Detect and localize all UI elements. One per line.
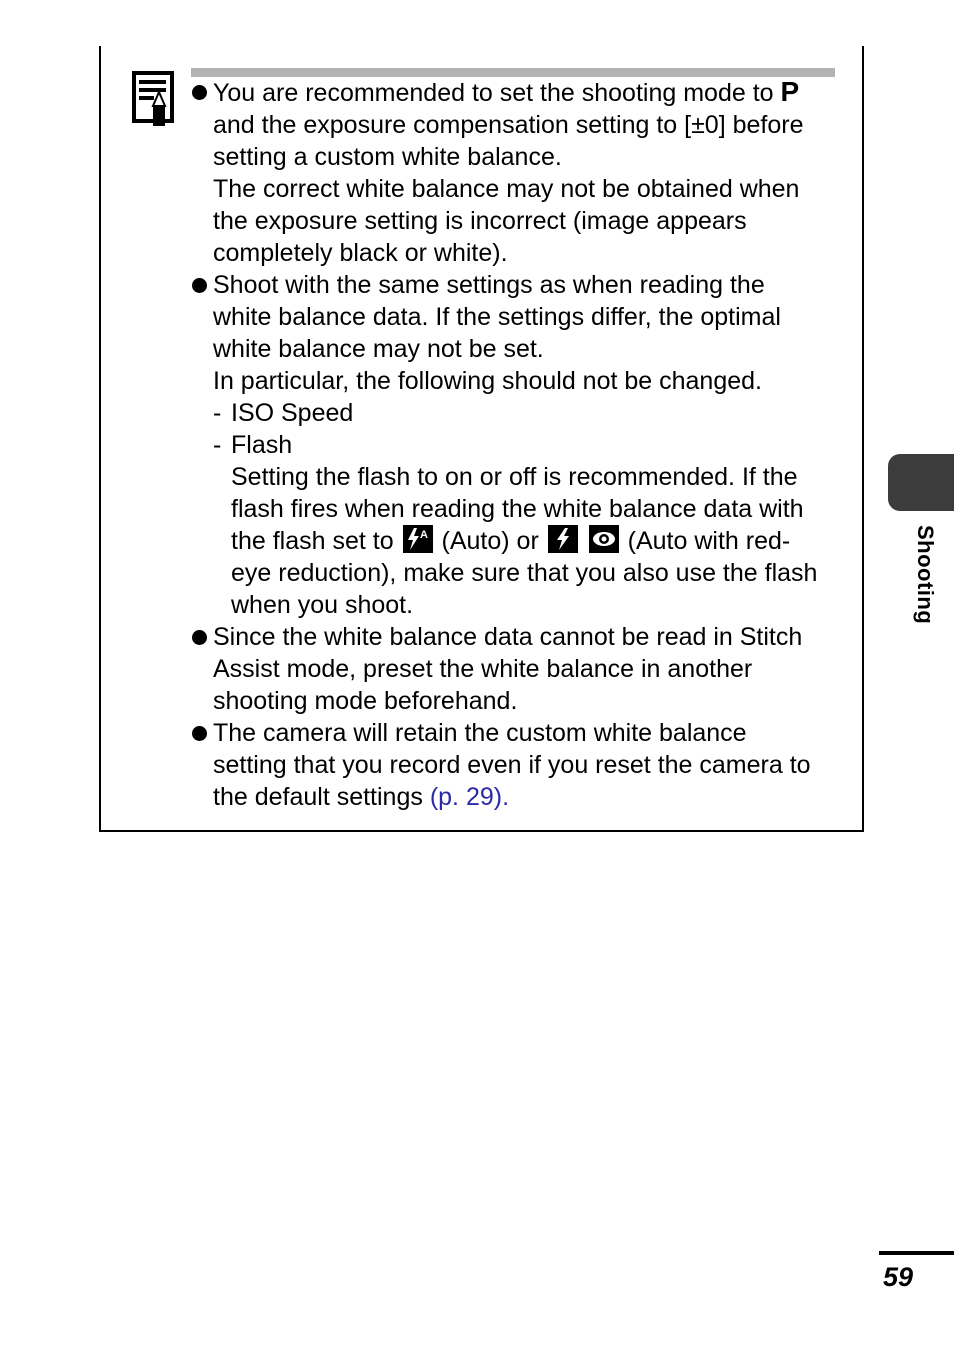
text-line: The correct white balance may not be obtained when <box>213 175 800 203</box>
bullet-dot <box>192 630 207 645</box>
svg-text:A: A <box>419 529 428 541</box>
bullet-dot <box>192 278 207 293</box>
text-line: Setting the flash to on or off is recommended. If the <box>231 463 798 491</box>
bullet-item <box>191 717 841 813</box>
bullet-dot <box>192 85 207 100</box>
flash-icon <box>548 525 578 553</box>
bullet-dot <box>192 726 207 741</box>
text-line: Assist mode, preset the white balance in another <box>213 655 753 683</box>
section-tab-label: Shooting <box>913 525 938 625</box>
bullet-item <box>191 76 841 269</box>
bullet-item <box>191 621 841 717</box>
text-line: setting a custom white balance. <box>213 143 562 171</box>
text-line: In particular, the following should not be changed. <box>213 367 762 395</box>
page-number: 59 <box>882 1262 914 1292</box>
text-line: shooting mode beforehand. <box>213 687 518 715</box>
flash-auto-icon <box>403 525 433 553</box>
text-line: the flash set to A (Auto) or (Auto with red- <box>231 527 791 555</box>
text-line: white balance data. If the settings differ, the optimal <box>213 303 781 331</box>
program-mode-icon: P <box>780 76 800 107</box>
text-line: Shoot with the same settings as when reading the <box>213 271 765 299</box>
text-line: the exposure setting is incorrect (image appears <box>213 207 747 235</box>
red-eye-icon <box>589 525 619 553</box>
text-line: Flash <box>231 431 293 459</box>
dash-item-iso: - ISO Speed <box>213 397 841 429</box>
text-line: eye reduction), make sure that you also use the flash <box>231 559 818 587</box>
bullet-item <box>191 269 841 621</box>
text-line: when you shoot. <box>231 591 414 619</box>
dash-item-flash: - Flash Setting the flash to on or off is recommended. If the flash fires when reading the white balance data with the flash set to A (Auto) or (Auto with red- eye reduction), make sure that you also use the flash when you shoot. <box>213 429 841 621</box>
page-link[interactable]: (p. 29) <box>429 783 503 811</box>
page-number-rule <box>879 1251 954 1255</box>
text-line: The camera will retain the custom white balance <box>213 719 747 747</box>
text-line: flash fires when reading the white balance data with <box>231 495 804 523</box>
text-line: completely black or white). <box>213 239 508 267</box>
text-line: You are recommended to set the shooting mode to P <box>213 76 800 107</box>
text-line: the default settings (p. 29). <box>213 783 510 811</box>
text-line: white balance may not be set. <box>213 335 544 363</box>
text-line: Since the white balance data cannot be read in Stitch <box>213 623 803 651</box>
section-tab <box>888 454 954 511</box>
text-line: ISO Speed <box>231 399 354 427</box>
memo-pencil-icon <box>132 71 174 129</box>
text-line: setting that you record even if you reset the camera to <box>213 751 811 779</box>
note-content <box>191 76 841 813</box>
text-line: and the exposure compensation setting to [±0] before <box>213 111 804 139</box>
